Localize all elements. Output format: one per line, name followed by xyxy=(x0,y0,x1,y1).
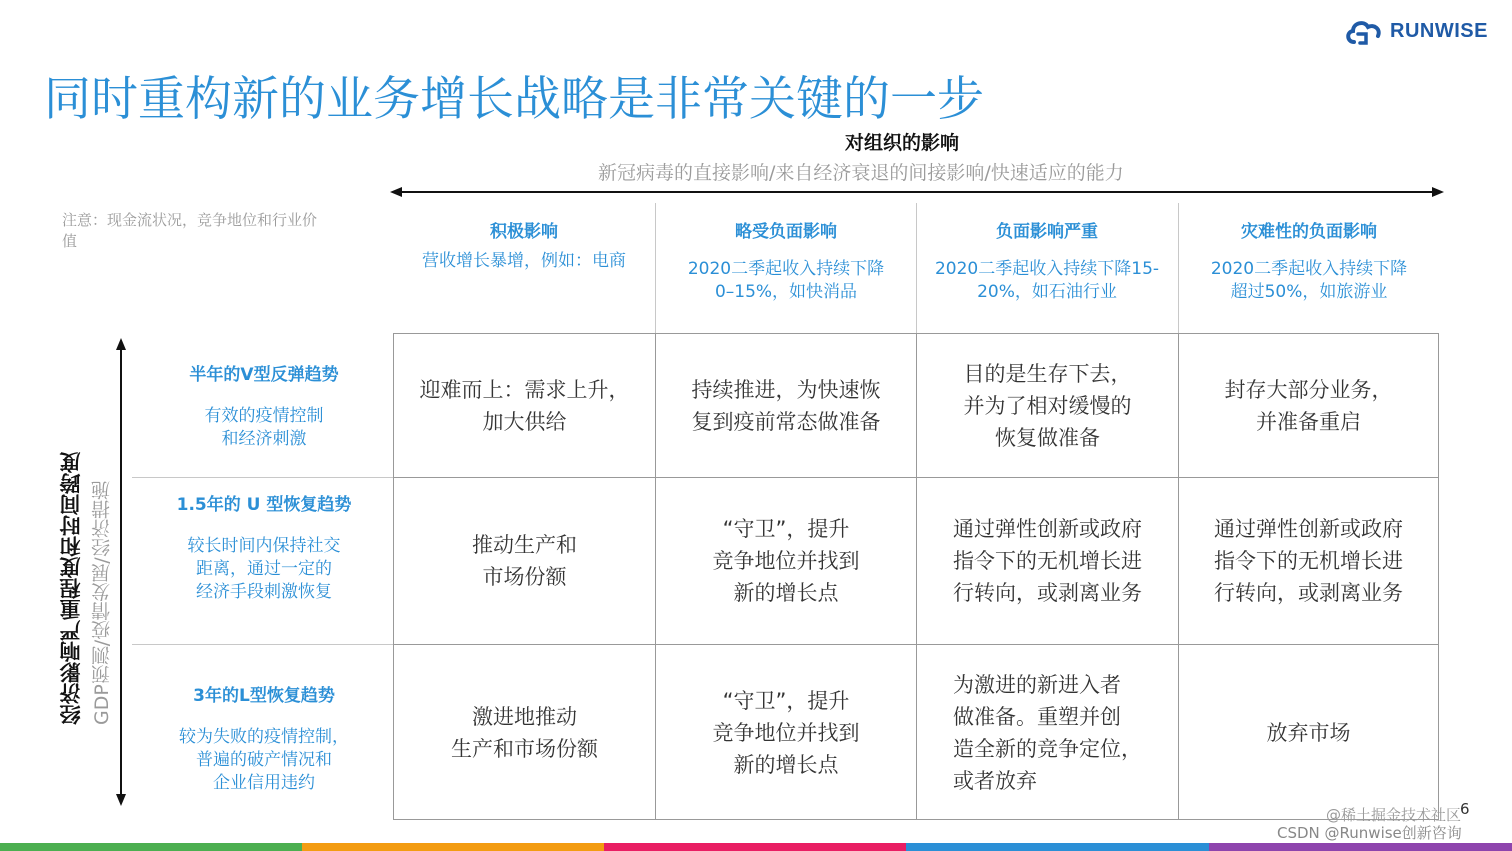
column-desc: 2020二季起收入持续下降15- 20%，如石油行业 xyxy=(934,259,1160,302)
note-text: 注意：现金流状况，竞争地位和行业价值 xyxy=(62,211,318,250)
vertical-double-arrow xyxy=(113,338,129,806)
cloud-logo-icon xyxy=(1344,16,1384,46)
left-axis-subtitle: GDP预测/疫情发展/经济措施 xyxy=(91,481,113,725)
row-header-l-shape xyxy=(148,681,380,795)
watermark-csdn: CSDN @Runwise创新咨询 xyxy=(1277,824,1462,842)
matrix-cell: “守卫”，提升 竞争地位并找到 新的增长点 xyxy=(712,517,860,605)
row-title: 1.5年的 U 型恢复趋势 xyxy=(176,495,352,515)
footer-bar-segment xyxy=(302,843,604,851)
top-axis-title: 对组织的影响 xyxy=(845,132,960,154)
footer-bar-segment xyxy=(0,843,302,851)
page-number: 6 xyxy=(1460,800,1470,818)
matrix-cell: 迎难而上：需求上升， 加大供给 xyxy=(419,377,630,434)
column-desc: 2020二季起收入持续下降 超过50%，如旅游业 xyxy=(1210,259,1408,302)
watermark-juejin: @稀土掘金技术社区 xyxy=(1326,806,1462,824)
logo-text: RUNWISE xyxy=(1390,19,1488,42)
matrix-cell: 持续推进，为快速恢 复到疫前常态做准备 xyxy=(691,378,881,434)
left-axis-title: 经济影响严重程度和时间跨度 xyxy=(59,452,83,725)
header-divider xyxy=(655,203,656,333)
column-desc: 2020二季起收入持续下降 0–15%，如快消品 xyxy=(687,259,885,302)
column-title: 负面影响严重 xyxy=(996,222,1098,242)
matrix-cell: 通过弹性创新或政府 指令下的无机增长进 行转向，或剥离业务 xyxy=(953,517,1142,605)
footer-bar-segment xyxy=(906,843,1209,851)
column-title: 灾难性的负面影响 xyxy=(1241,222,1377,242)
row-header-u-shape xyxy=(148,490,380,604)
footer-bar-segment xyxy=(1209,843,1512,851)
matrix-cell: 目的是生存下去， 并为了相对缓慢的 恢复做准备 xyxy=(963,361,1132,450)
row-desc: 有效的疫情控制 和经济刺激 xyxy=(204,406,324,449)
header-divider xyxy=(916,203,917,333)
matrix-cell: 为激进的新进入者 做准备。重塑并创 造全新的竞争定位， 或者放弃 xyxy=(953,672,1142,793)
column-desc: 营收增长暴增，例如：电商 xyxy=(422,251,626,271)
row-title: 3年的L型恢复趋势 xyxy=(193,686,335,706)
matrix-cell: 放弃市场 xyxy=(1266,720,1351,745)
column-header-positive xyxy=(395,217,653,273)
header-divider xyxy=(1178,203,1179,333)
row-desc: 较长时间内保持社交 距离，通过一定的 经济手段刺激恢复 xyxy=(187,536,341,602)
matrix-cell: 通过弹性创新或政府 指令下的无机增长进 行转向，或剥离业务 xyxy=(1214,517,1403,605)
row-desc: 较为失败的疫情控制， 普遍的破产情况和 企业信用违约 xyxy=(179,727,349,793)
column-title: 略受负面影响 xyxy=(735,222,837,242)
column-header-slight-negative xyxy=(657,217,915,304)
row-header-v-shape xyxy=(148,360,380,451)
row-divider xyxy=(132,477,394,478)
runwise-logo xyxy=(1344,14,1494,48)
row-title: 半年的V型反弹趋势 xyxy=(189,365,339,385)
matrix-cell: 推动生产和 市场份额 xyxy=(472,533,577,589)
column-header-severe-negative xyxy=(918,217,1176,304)
matrix-cell: “守卫”，提升 竞争地位并找到 新的增长点 xyxy=(712,688,860,777)
row-divider xyxy=(132,644,394,645)
top-axis-subtitle: 新冠病毒的直接影响/来自经济衰退的间接影响/快速适应的能力 xyxy=(598,162,1124,184)
column-title: 积极影响 xyxy=(490,222,558,242)
matrix-cell: 激进地推动 生产和市场份额 xyxy=(451,704,598,761)
footer-bar-segment xyxy=(604,843,906,851)
horizontal-double-arrow xyxy=(390,184,1444,200)
matrix-cell: 封存大部分业务， 并准备重启 xyxy=(1224,378,1393,434)
column-header-catastrophic xyxy=(1180,217,1438,304)
page-title: 同时重构新的业务增长战略是非常关键的一步 xyxy=(44,72,984,127)
